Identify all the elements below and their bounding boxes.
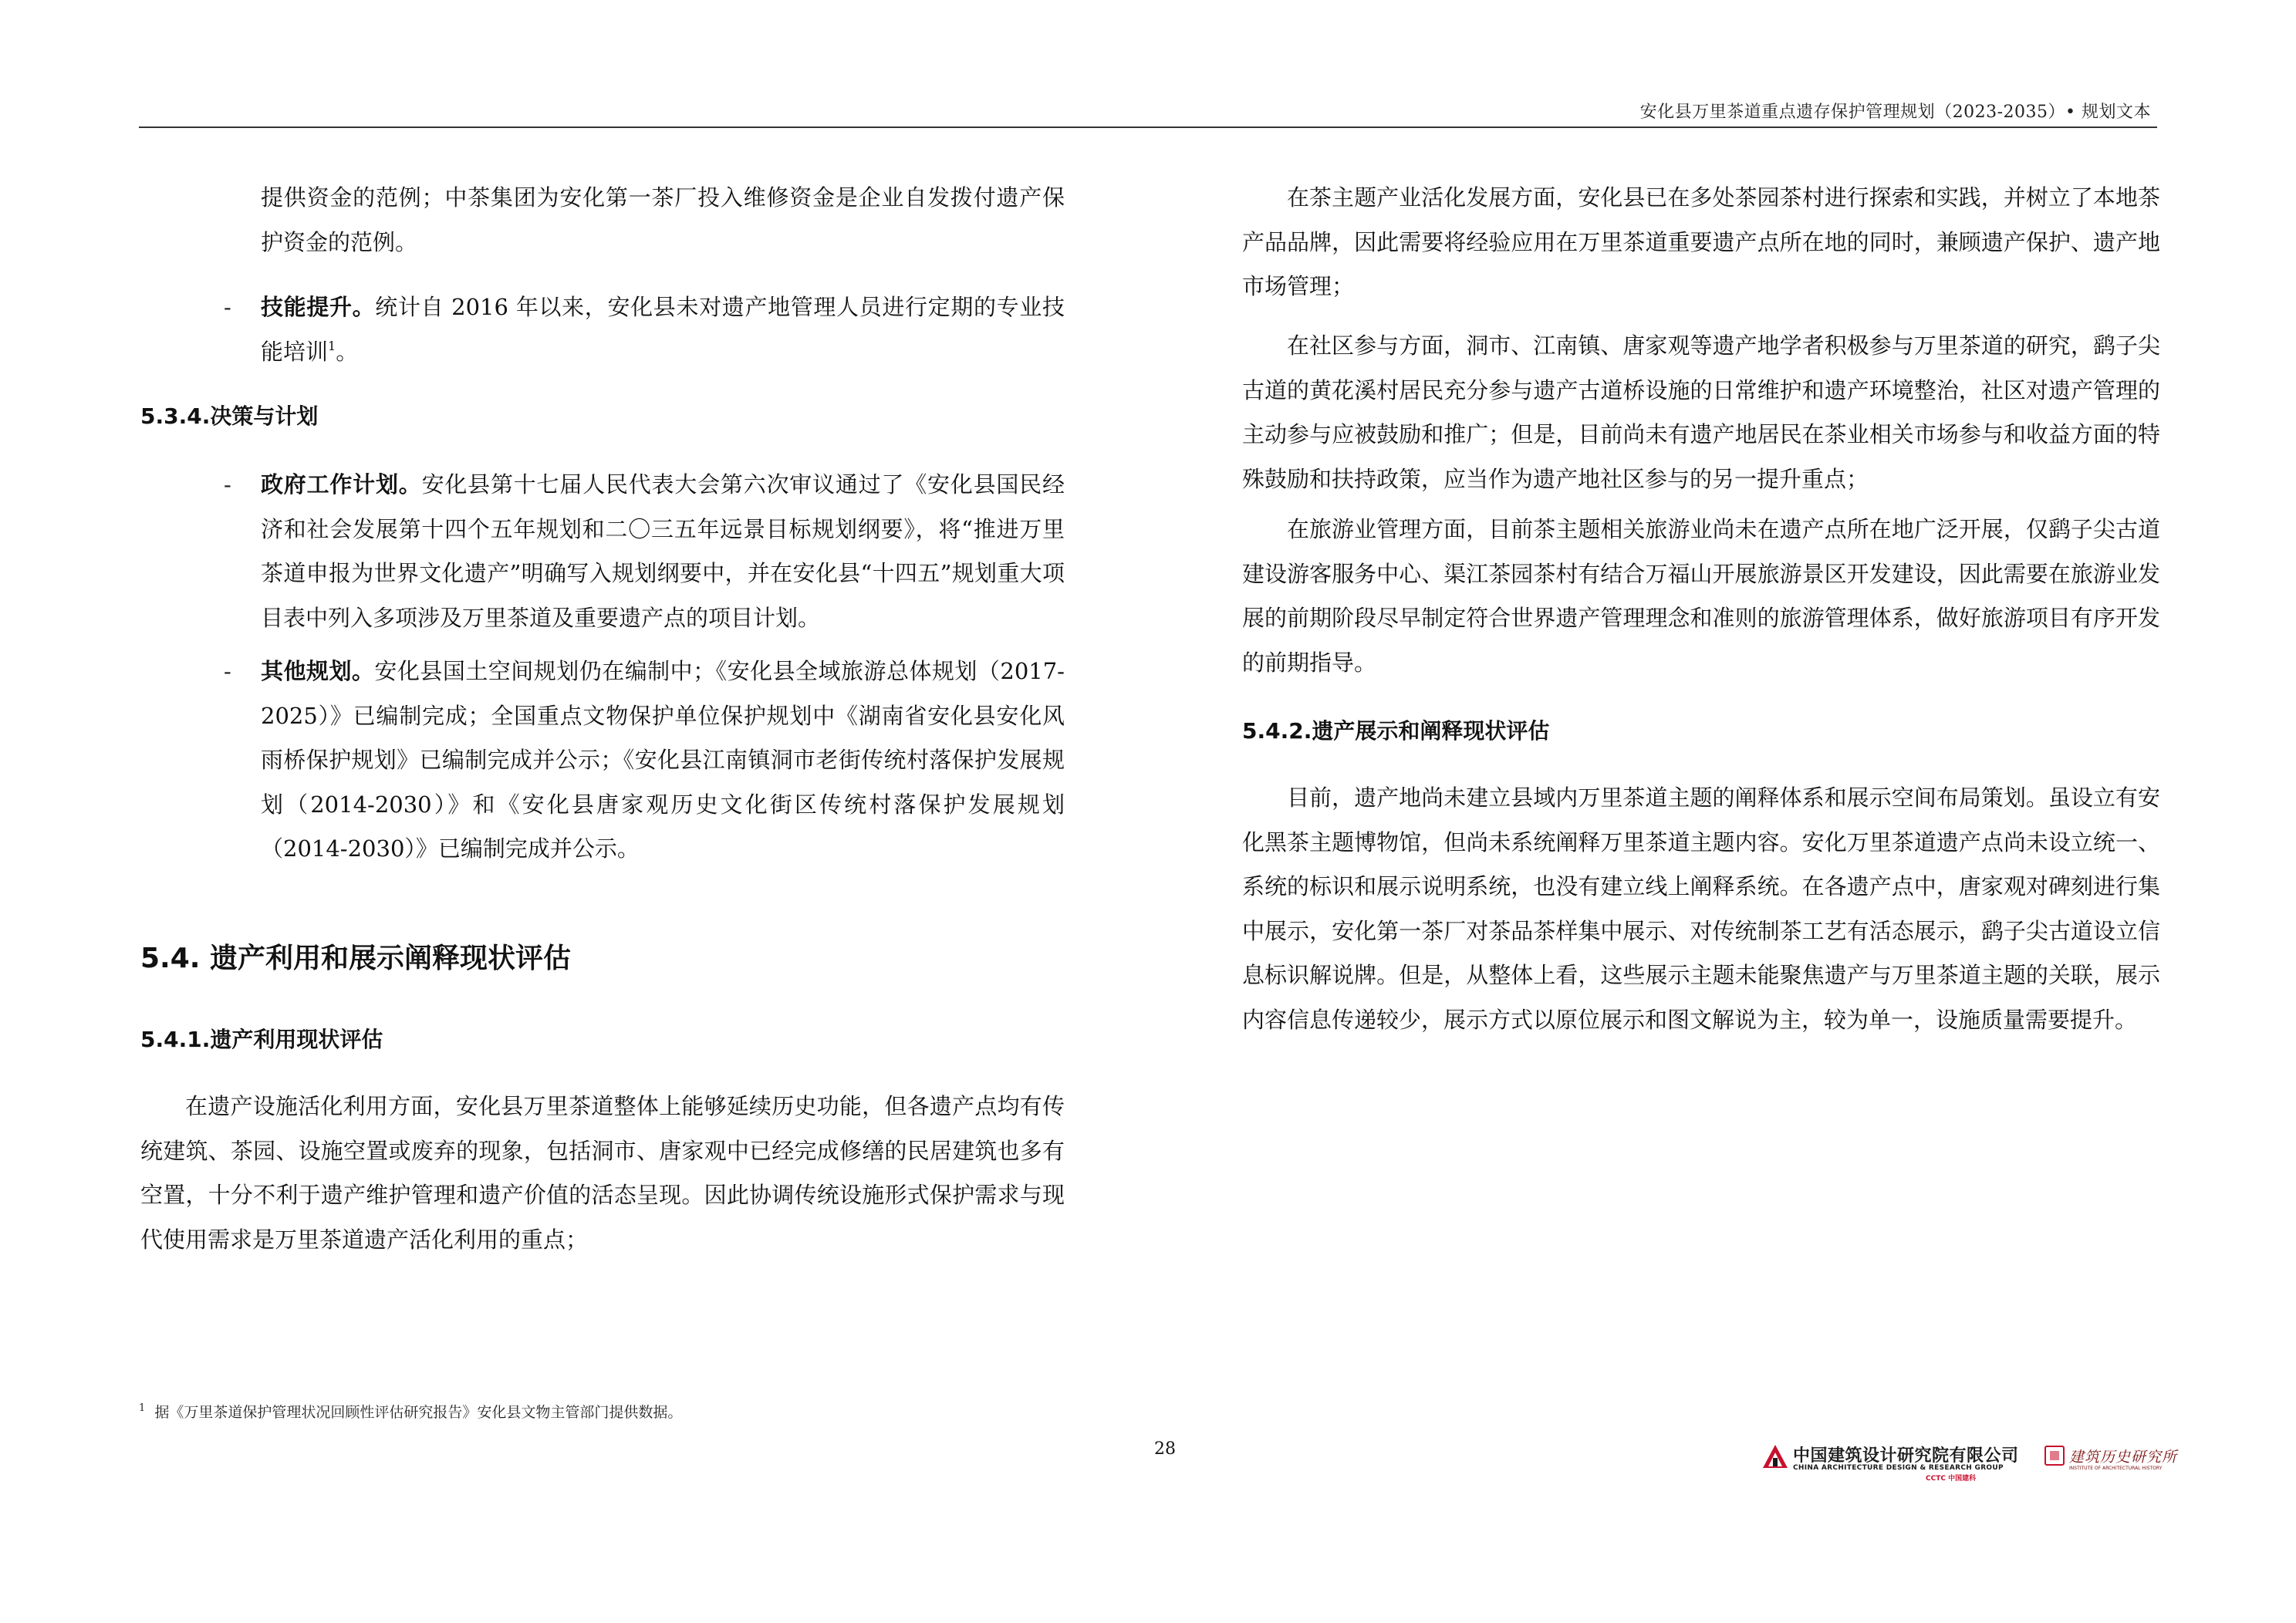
institute-seal-icon bbox=[2044, 1446, 2065, 1466]
bullet-text: 统计自 2016 年以来，安化县未对遗产地管理人员进行定期的专业技能培训 bbox=[261, 294, 1065, 365]
institute-logo bbox=[2044, 1444, 2178, 1481]
bullet-label: 其他规划。 bbox=[261, 658, 375, 684]
bullet-text: 安化县国土空间规划仍在编制中；《安化县全域旅游总体规划（2017-2025）》已编制完成；全国重点文物保护单位保护规划中《湖南省安化县安化风雨桥保护规划》已编制完成并公示；《安化县江南镇洞市老街传统村落保护发展规划（2014-2030）》和《安化县唐家观历史文化街区传统村落保护发展规划（2014-2030）》已编制完成并公示。 bbox=[261, 658, 1065, 862]
bullet-end: 。 bbox=[336, 338, 359, 365]
footnote bbox=[139, 1401, 682, 1422]
paragraph-tea-industry: 在茶主题产业活化发展方面，安化县已在多处茶园茶村进行探索和实践，并树立了本地茶产品品牌，因此需要将经验应用在万里茶道重要遗产点所在地的同时，兼顾遗产保护、遗产地市场管理； bbox=[1242, 184, 2160, 299]
running-header: 安化县万里茶道重点遗存保护管理规划（2023-2035）• 规划文本 bbox=[1639, 103, 2151, 122]
bullet-dash: - bbox=[224, 294, 231, 320]
page-number: 28 bbox=[1154, 1439, 1176, 1459]
paragraph-tourism-management: 在旅游业管理方面，目前茶主题相关旅游业尚未在遗产点所在地广泛开展，仅鹞子尖古道建设游客服务中心、渠江茶园茶村有结合万福山开展旅游景区开发建设，因此需要在旅游业发展的前期阶段尽早制定符合世界遗产管理理念和准则的旅游管理体系，做好旅游项目有序开发的前期指导。 bbox=[1242, 516, 2160, 676]
cadg-name-cn: 中国建筑设计研究院有限公司 bbox=[1793, 1446, 2019, 1466]
cctc-mark: CCTC 中国建科 bbox=[1926, 1475, 1977, 1483]
paragraph-community-participation: 在社区参与方面，洞市、江南镇、唐家观等遗产地学者积极参与万里茶道的研究，鹞子尖古道的黄花溪村居民充分参与遗产古道桥设施的日常维护和遗产环境整治，社区对遗产管理的主动参与应被鼓励和推广；但是，目前尚未有遗产地居民在茶业相关市场参与和收益方面的特殊鼓励和扶持政策，应当作为遗产地社区参与的另一提升重点； bbox=[1242, 332, 2160, 492]
bullet-other-plans bbox=[261, 650, 1065, 872]
footnote-text: 据《万里茶道保护管理状况回顾性评估研究报告》安化县文物主管部门提供数据。 bbox=[154, 1404, 683, 1421]
bullet-text: 安化县第十七届人民代表大会第六次审议通过了《安化县国民经济和社会发展第十四个五年规划和二〇三五年远景目标规划纲要》，将“推进万里茶道申报为世界文化遗产”明确写入规划纲要中，并在安化县“十四五”规划重大项目表中列入多项涉及万里茶道及重要遗产点的项目计划。 bbox=[261, 471, 1065, 631]
heading-5-4-1: 5.4.1.遗产利用现状评估 bbox=[140, 1027, 383, 1052]
heading-5-4: 5.4. 遗产利用和展示阐释现状评估 bbox=[140, 943, 571, 974]
institute-name-cn: 建筑历史研究所 bbox=[2069, 1449, 2178, 1466]
header-divider bbox=[139, 127, 2157, 128]
cadg-name-en: CHINA ARCHITECTURE DESIGN & RESEARCH GROUP bbox=[1793, 1464, 2004, 1472]
bullet-dash: - bbox=[224, 658, 231, 684]
cadg-logo bbox=[1762, 1444, 2038, 1481]
bullet-dash: - bbox=[224, 471, 231, 498]
institute-name-en: INSTITUTE OF ARCHITECTURAL HISTORY bbox=[2069, 1466, 2163, 1471]
bullet-label: 技能提升。 bbox=[261, 294, 376, 320]
footnote-mark: 1 bbox=[139, 1402, 146, 1414]
bullet-skill-upgrade bbox=[261, 285, 1065, 374]
footnote-reference[interactable]: 1 bbox=[328, 338, 336, 353]
bullet-government-plan bbox=[261, 463, 1065, 640]
heading-5-3-4: 5.3.4.决策与计划 bbox=[140, 403, 319, 429]
heading-5-4-2: 5.4.2.遗产展示和阐释现状评估 bbox=[1242, 718, 1550, 744]
cadg-mark-icon bbox=[1762, 1444, 1788, 1469]
bullet-label: 政府工作计划。 bbox=[261, 471, 422, 498]
paragraph-heritage-utilization: 在遗产设施活化利用方面，安化县万里茶道整体上能够延续历史功能，但各遗产点均有传统建筑、茶园、设施空置或废弃的现象，包括洞市、唐家观中已经完成修缮的民居建筑也多有空置，十分不利于遗产维护管理和遗产价值的活态呈现。因此协调传统设施形式保护需求与现代使用需求是万里茶道遗产活化利用的重点； bbox=[140, 1093, 1065, 1253]
paragraph-funding-continuation: 提供资金的范例；中茶集团为安化第一茶厂投入维修资金是企业自发拨付遗产保护资金的范例。 bbox=[261, 184, 1065, 255]
paragraph-display-interpretation: 目前，遗产地尚未建立县域内万里茶道主题的阐释体系和展示空间布局策划。虽设立有安化黑茶主题博物馆，但尚未系统阐释万里茶道主题内容。安化万里茶道遗产点尚未设立统一、系统的标识和展示说明系统，也没有建立线上阐释系统。在各遗产点中，唐家观对碑刻进行集中展示，安化第一茶厂对茶品茶样集中展示、对传统制茶工艺有活态展示，鹞子尖古道设立信息标识解说牌。但是，从整体上看，这些展示主题未能聚焦遗产与万里茶道主题的关联，展示内容信息传递较少，展示方式以原位展示和图文解说为主，较为单一，设施质量需要提升。 bbox=[1242, 785, 2160, 1033]
